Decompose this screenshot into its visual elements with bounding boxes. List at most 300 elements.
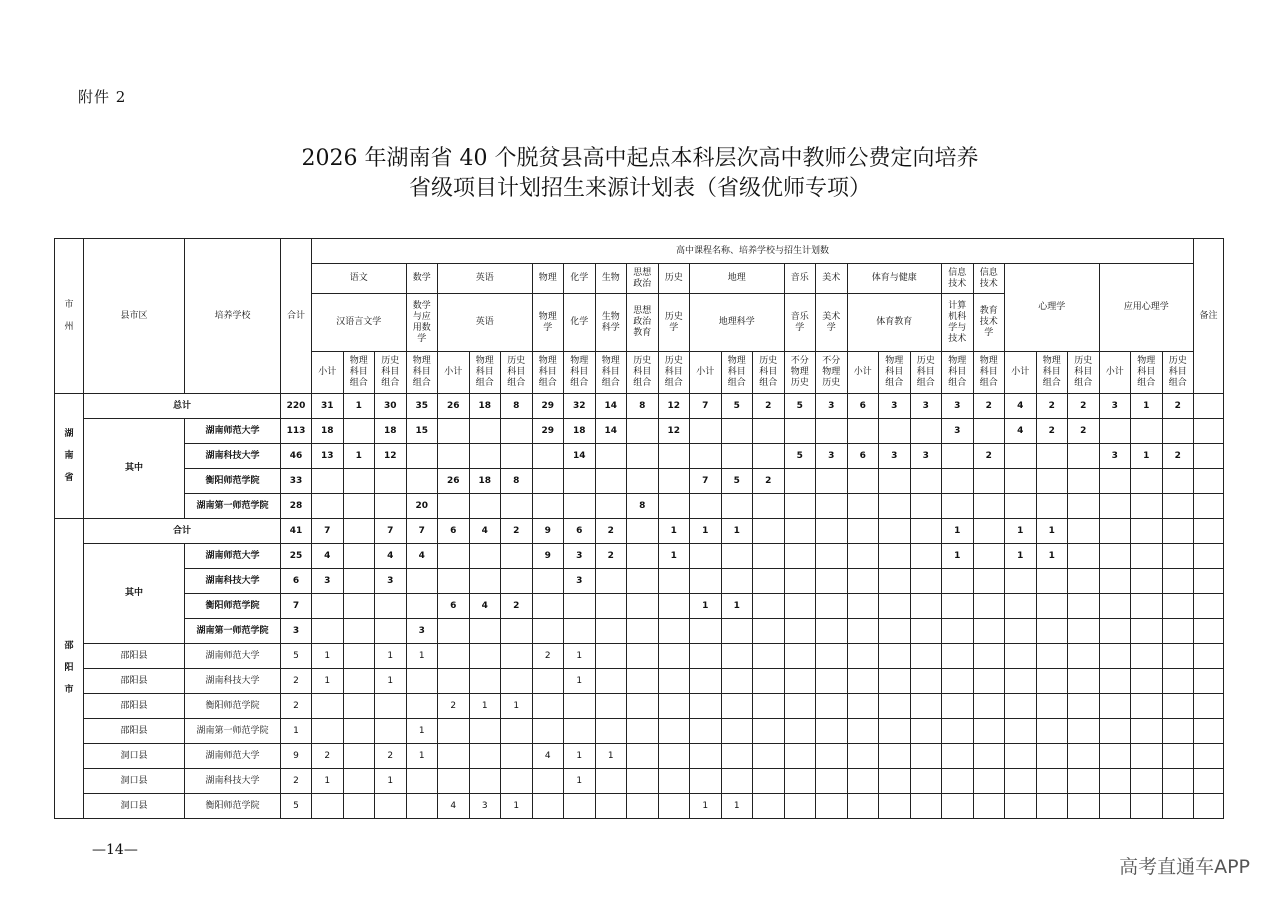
value-cell xyxy=(1005,644,1037,669)
value-cell xyxy=(1036,569,1068,594)
value-cell: 26 xyxy=(438,394,470,419)
value-cell xyxy=(532,619,564,644)
header-major: 历史 学 xyxy=(658,294,690,352)
value-cell xyxy=(343,544,375,569)
value-cell xyxy=(1099,769,1131,794)
table-row xyxy=(55,544,1224,569)
county-name: 邵阳县 xyxy=(84,719,185,744)
value-cell xyxy=(721,419,753,444)
value-cell xyxy=(1068,769,1100,794)
value-cell xyxy=(879,419,911,444)
value-cell: 29 xyxy=(532,419,564,444)
value-cell xyxy=(879,694,911,719)
value-cell xyxy=(438,744,470,769)
row-total: 220 xyxy=(281,394,312,419)
table-row xyxy=(55,419,1224,444)
value-cell xyxy=(942,444,974,469)
value-cell xyxy=(501,569,533,594)
header-subcolumn: 物理 科目 组合 xyxy=(721,352,753,394)
watermark-text: 高考直通车APP xyxy=(1119,856,1250,878)
value-cell xyxy=(784,794,816,819)
value-cell: 13 xyxy=(312,444,344,469)
value-cell xyxy=(1036,669,1068,694)
value-cell xyxy=(910,569,942,594)
value-cell xyxy=(847,769,879,794)
header-major: 计算 机科 学与 技术 xyxy=(942,294,974,352)
value-cell xyxy=(627,694,659,719)
school-name: 湖南科技大学 xyxy=(185,444,281,469)
value-cell xyxy=(690,569,722,594)
value-cell xyxy=(847,569,879,594)
value-cell xyxy=(816,769,848,794)
value-cell xyxy=(973,619,1005,644)
header-major: 美术 学 xyxy=(816,294,848,352)
value-cell xyxy=(658,769,690,794)
header-subcolumn: 历史 科目 组合 xyxy=(753,352,785,394)
value-cell xyxy=(1036,794,1068,819)
table-row xyxy=(55,769,1224,794)
value-cell: 3 xyxy=(1099,394,1131,419)
header-total: 合计 xyxy=(281,239,312,394)
value-cell: 2 xyxy=(973,444,1005,469)
value-cell xyxy=(973,419,1005,444)
value-cell xyxy=(406,569,438,594)
header-county: 县市区 xyxy=(84,239,185,394)
value-cell xyxy=(910,794,942,819)
header-course: 化学 xyxy=(564,264,596,294)
header-school: 培养学校 xyxy=(185,239,281,394)
value-cell xyxy=(1005,669,1037,694)
value-cell: 1 xyxy=(690,594,722,619)
value-cell xyxy=(658,469,690,494)
value-cell xyxy=(816,719,848,744)
value-cell xyxy=(564,719,596,744)
value-cell: 8 xyxy=(501,394,533,419)
page-number: —14— xyxy=(92,842,138,858)
value-cell xyxy=(942,719,974,744)
value-cell xyxy=(595,469,627,494)
value-cell xyxy=(784,594,816,619)
value-cell xyxy=(595,694,627,719)
header-major: 生物 科学 xyxy=(595,294,627,352)
value-cell xyxy=(910,619,942,644)
school-name: 衡阳师范学院 xyxy=(185,694,281,719)
value-cell: 1 xyxy=(375,669,407,694)
value-cell: 4 xyxy=(312,544,344,569)
value-cell: 30 xyxy=(375,394,407,419)
value-cell xyxy=(406,594,438,619)
school-name: 湖南师范大学 xyxy=(185,744,281,769)
value-cell xyxy=(343,719,375,744)
value-cell: 1 xyxy=(1131,394,1163,419)
value-cell xyxy=(1005,594,1037,619)
value-cell: 2 xyxy=(1068,419,1100,444)
value-cell xyxy=(816,794,848,819)
value-cell xyxy=(816,569,848,594)
school-name: 湖南科技大学 xyxy=(185,569,281,594)
value-cell xyxy=(564,619,596,644)
value-cell xyxy=(1099,419,1131,444)
attachment-label: 附件 2 xyxy=(78,88,127,106)
value-cell xyxy=(1099,519,1131,544)
value-cell xyxy=(1099,619,1131,644)
value-cell xyxy=(312,594,344,619)
value-cell xyxy=(1005,569,1037,594)
value-cell xyxy=(1068,794,1100,819)
header-subcolumn: 物理 科目 组合 xyxy=(973,352,1005,394)
value-cell xyxy=(595,644,627,669)
value-cell xyxy=(942,619,974,644)
value-cell xyxy=(658,744,690,769)
value-cell: 1 xyxy=(564,669,596,694)
county-name: 邵阳县 xyxy=(84,644,185,669)
value-cell xyxy=(910,744,942,769)
value-cell: 3 xyxy=(910,394,942,419)
table-row xyxy=(55,744,1224,769)
value-cell xyxy=(564,594,596,619)
remarks-cell xyxy=(1194,669,1224,694)
remarks-cell xyxy=(1194,619,1224,644)
value-cell xyxy=(879,794,911,819)
value-cell xyxy=(627,769,659,794)
header-subcolumn: 历史 科目 组合 xyxy=(910,352,942,394)
value-cell xyxy=(627,644,659,669)
value-cell xyxy=(816,419,848,444)
header-subcolumn: 历史 科目 组合 xyxy=(501,352,533,394)
header-remarks: 备注 xyxy=(1194,239,1224,394)
value-cell: 1 xyxy=(1036,519,1068,544)
value-cell xyxy=(469,569,501,594)
remarks-cell xyxy=(1194,494,1224,519)
value-cell xyxy=(910,719,942,744)
value-cell xyxy=(595,444,627,469)
value-cell xyxy=(501,669,533,694)
value-cell xyxy=(501,719,533,744)
value-cell xyxy=(375,794,407,819)
header-subcolumn: 小计 xyxy=(690,352,722,394)
value-cell xyxy=(501,544,533,569)
value-cell xyxy=(973,719,1005,744)
value-cell: 3 xyxy=(469,794,501,819)
value-cell xyxy=(312,494,344,519)
value-cell xyxy=(1005,744,1037,769)
value-cell xyxy=(942,744,974,769)
value-cell: 2 xyxy=(312,744,344,769)
value-cell xyxy=(847,469,879,494)
value-cell xyxy=(595,619,627,644)
value-cell: 31 xyxy=(312,394,344,419)
row-total: 113 xyxy=(281,419,312,444)
value-cell: 14 xyxy=(595,394,627,419)
value-cell xyxy=(1162,694,1194,719)
row-total: 1 xyxy=(281,719,312,744)
value-cell: 2 xyxy=(1162,444,1194,469)
value-cell xyxy=(501,744,533,769)
value-cell xyxy=(753,519,785,544)
value-cell xyxy=(753,594,785,619)
value-cell xyxy=(784,719,816,744)
value-cell xyxy=(469,669,501,694)
value-cell xyxy=(438,419,470,444)
remarks-cell xyxy=(1194,644,1224,669)
value-cell xyxy=(595,794,627,819)
value-cell: 1 xyxy=(406,719,438,744)
value-cell xyxy=(532,469,564,494)
value-cell: 6 xyxy=(847,444,879,469)
value-cell xyxy=(753,744,785,769)
value-cell: 4 xyxy=(375,544,407,569)
header-subcolumn: 小计 xyxy=(847,352,879,394)
value-cell xyxy=(658,619,690,644)
value-cell: 3 xyxy=(879,394,911,419)
value-cell xyxy=(973,769,1005,794)
value-cell xyxy=(406,794,438,819)
value-cell xyxy=(343,619,375,644)
value-cell: 3 xyxy=(1099,444,1131,469)
value-cell xyxy=(564,494,596,519)
header-subcolumn: 小计 xyxy=(1005,352,1037,394)
value-cell: 1 xyxy=(658,544,690,569)
table-row xyxy=(55,794,1224,819)
value-cell xyxy=(627,419,659,444)
value-cell xyxy=(879,544,911,569)
value-cell: 1 xyxy=(343,394,375,419)
value-cell: 1 xyxy=(1005,544,1037,569)
county-name: 洞口县 xyxy=(84,769,185,794)
value-cell xyxy=(973,644,1005,669)
value-cell xyxy=(658,694,690,719)
value-cell xyxy=(753,719,785,744)
value-cell xyxy=(1005,494,1037,519)
header-course: 思想 政治 xyxy=(627,264,659,294)
value-cell xyxy=(1005,444,1037,469)
value-cell xyxy=(501,769,533,794)
value-cell xyxy=(1036,644,1068,669)
value-cell xyxy=(627,594,659,619)
value-cell xyxy=(847,494,879,519)
value-cell: 3 xyxy=(910,444,942,469)
value-cell xyxy=(1068,544,1100,569)
title-line-1: 2026 年湖南省 40 个脱贫县高中起点本科层次高中教师公费定向培养 xyxy=(301,146,979,171)
value-cell xyxy=(973,494,1005,519)
value-cell: 7 xyxy=(375,519,407,544)
value-cell xyxy=(627,469,659,494)
header-major: 教育 技术 学 xyxy=(973,294,1005,352)
header-major: 思想 政治 教育 xyxy=(627,294,659,352)
value-cell xyxy=(1162,769,1194,794)
value-cell xyxy=(690,744,722,769)
value-cell xyxy=(343,519,375,544)
school-name: 湖南师范大学 xyxy=(185,419,281,444)
value-cell xyxy=(973,669,1005,694)
header-subcolumn: 物理 科目 组合 xyxy=(343,352,375,394)
header-major: 体育教育 xyxy=(847,294,942,352)
value-cell xyxy=(784,669,816,694)
value-cell xyxy=(721,744,753,769)
value-cell xyxy=(816,694,848,719)
header-subcolumn: 历史 科目 组合 xyxy=(1162,352,1194,394)
value-cell xyxy=(658,669,690,694)
school-name: 衡阳师范学院 xyxy=(185,794,281,819)
value-cell xyxy=(658,569,690,594)
value-cell xyxy=(879,594,911,619)
value-cell xyxy=(690,419,722,444)
value-cell xyxy=(627,669,659,694)
row-total: 28 xyxy=(281,494,312,519)
value-cell xyxy=(343,669,375,694)
province-label: 湖 南 省 xyxy=(55,394,84,519)
county-name: 邵阳县 xyxy=(84,694,185,719)
value-cell xyxy=(1099,594,1131,619)
header-course: 生物 xyxy=(595,264,627,294)
value-cell xyxy=(1068,594,1100,619)
value-cell: 3 xyxy=(816,394,848,419)
value-cell xyxy=(1036,619,1068,644)
remarks-cell xyxy=(1194,569,1224,594)
value-cell xyxy=(343,769,375,794)
value-cell xyxy=(721,619,753,644)
value-cell xyxy=(1036,694,1068,719)
remarks-cell xyxy=(1194,769,1224,794)
row-total: 3 xyxy=(281,619,312,644)
value-cell xyxy=(1131,719,1163,744)
value-cell: 5 xyxy=(721,394,753,419)
value-cell xyxy=(973,594,1005,619)
value-cell xyxy=(564,794,596,819)
header-major: 心理学 xyxy=(1005,264,1100,352)
school-name: 湖南第一师范学院 xyxy=(185,494,281,519)
value-cell xyxy=(375,719,407,744)
value-cell xyxy=(910,419,942,444)
value-cell xyxy=(469,619,501,644)
row-total: 5 xyxy=(281,794,312,819)
value-cell: 18 xyxy=(312,419,344,444)
value-cell xyxy=(501,494,533,519)
value-cell xyxy=(1068,519,1100,544)
header-major: 数学 与应 用数 学 xyxy=(406,294,438,352)
value-cell xyxy=(627,744,659,769)
value-cell xyxy=(879,619,911,644)
value-cell xyxy=(312,719,344,744)
value-cell xyxy=(784,694,816,719)
remarks-cell xyxy=(1194,394,1224,419)
header-course: 美术 xyxy=(816,264,848,294)
value-cell xyxy=(627,544,659,569)
value-cell xyxy=(532,569,564,594)
value-cell xyxy=(910,594,942,619)
row-total: 6 xyxy=(281,569,312,594)
value-cell xyxy=(1068,669,1100,694)
header-subcolumn: 物理 科目 组合 xyxy=(942,352,974,394)
value-cell xyxy=(438,644,470,669)
header-subcolumn: 物理 科目 组合 xyxy=(564,352,596,394)
header-course: 体育与健康 xyxy=(847,264,942,294)
value-cell xyxy=(1099,569,1131,594)
value-cell: 1 xyxy=(1005,519,1037,544)
value-cell xyxy=(1099,494,1131,519)
value-cell xyxy=(910,769,942,794)
table-row xyxy=(55,569,1224,594)
value-cell xyxy=(784,569,816,594)
value-cell xyxy=(1162,719,1194,744)
value-cell: 1 xyxy=(564,644,596,669)
value-cell xyxy=(375,494,407,519)
value-cell xyxy=(312,694,344,719)
value-cell xyxy=(690,494,722,519)
value-cell xyxy=(1131,519,1163,544)
row-total: 5 xyxy=(281,644,312,669)
value-cell: 1 xyxy=(343,444,375,469)
value-cell xyxy=(690,444,722,469)
value-cell xyxy=(847,719,879,744)
value-cell xyxy=(532,794,564,819)
value-cell xyxy=(595,494,627,519)
header-major: 化学 xyxy=(564,294,596,352)
value-cell: 2 xyxy=(1036,419,1068,444)
value-cell xyxy=(1099,719,1131,744)
value-cell xyxy=(658,594,690,619)
value-cell xyxy=(784,469,816,494)
value-cell xyxy=(312,794,344,819)
value-cell: 29 xyxy=(532,394,564,419)
value-cell xyxy=(375,619,407,644)
header-course: 历史 xyxy=(658,264,690,294)
value-cell xyxy=(1162,744,1194,769)
value-cell xyxy=(816,644,848,669)
value-cell xyxy=(847,744,879,769)
header-major: 应用心理学 xyxy=(1099,264,1194,352)
subtotal-label: 合计 xyxy=(84,519,281,544)
value-cell xyxy=(501,644,533,669)
city-label: 邵 阳 市 xyxy=(55,519,84,819)
value-cell xyxy=(879,744,911,769)
value-cell: 9 xyxy=(532,519,564,544)
value-cell xyxy=(532,719,564,744)
value-cell xyxy=(375,594,407,619)
value-cell xyxy=(847,519,879,544)
value-cell xyxy=(1068,644,1100,669)
value-cell xyxy=(658,444,690,469)
value-cell xyxy=(721,544,753,569)
value-cell xyxy=(343,644,375,669)
value-cell xyxy=(784,419,816,444)
table-row xyxy=(55,519,1224,544)
value-cell: 18 xyxy=(469,394,501,419)
row-total: 41 xyxy=(281,519,312,544)
document-title xyxy=(0,144,1280,204)
value-cell xyxy=(1131,419,1163,444)
value-cell: 2 xyxy=(753,469,785,494)
value-cell xyxy=(1162,519,1194,544)
header-subcolumn: 物理 科目 组合 xyxy=(469,352,501,394)
value-cell xyxy=(1162,594,1194,619)
value-cell xyxy=(343,694,375,719)
value-cell xyxy=(1068,444,1100,469)
value-cell: 5 xyxy=(784,444,816,469)
value-cell: 3 xyxy=(879,444,911,469)
value-cell: 8 xyxy=(501,469,533,494)
value-cell: 6 xyxy=(564,519,596,544)
value-cell xyxy=(1162,469,1194,494)
value-cell xyxy=(847,594,879,619)
value-cell xyxy=(973,569,1005,594)
value-cell: 14 xyxy=(564,444,596,469)
value-cell xyxy=(438,719,470,744)
value-cell xyxy=(816,519,848,544)
value-cell xyxy=(501,419,533,444)
value-cell: 2 xyxy=(501,519,533,544)
header-major: 英语 xyxy=(438,294,533,352)
